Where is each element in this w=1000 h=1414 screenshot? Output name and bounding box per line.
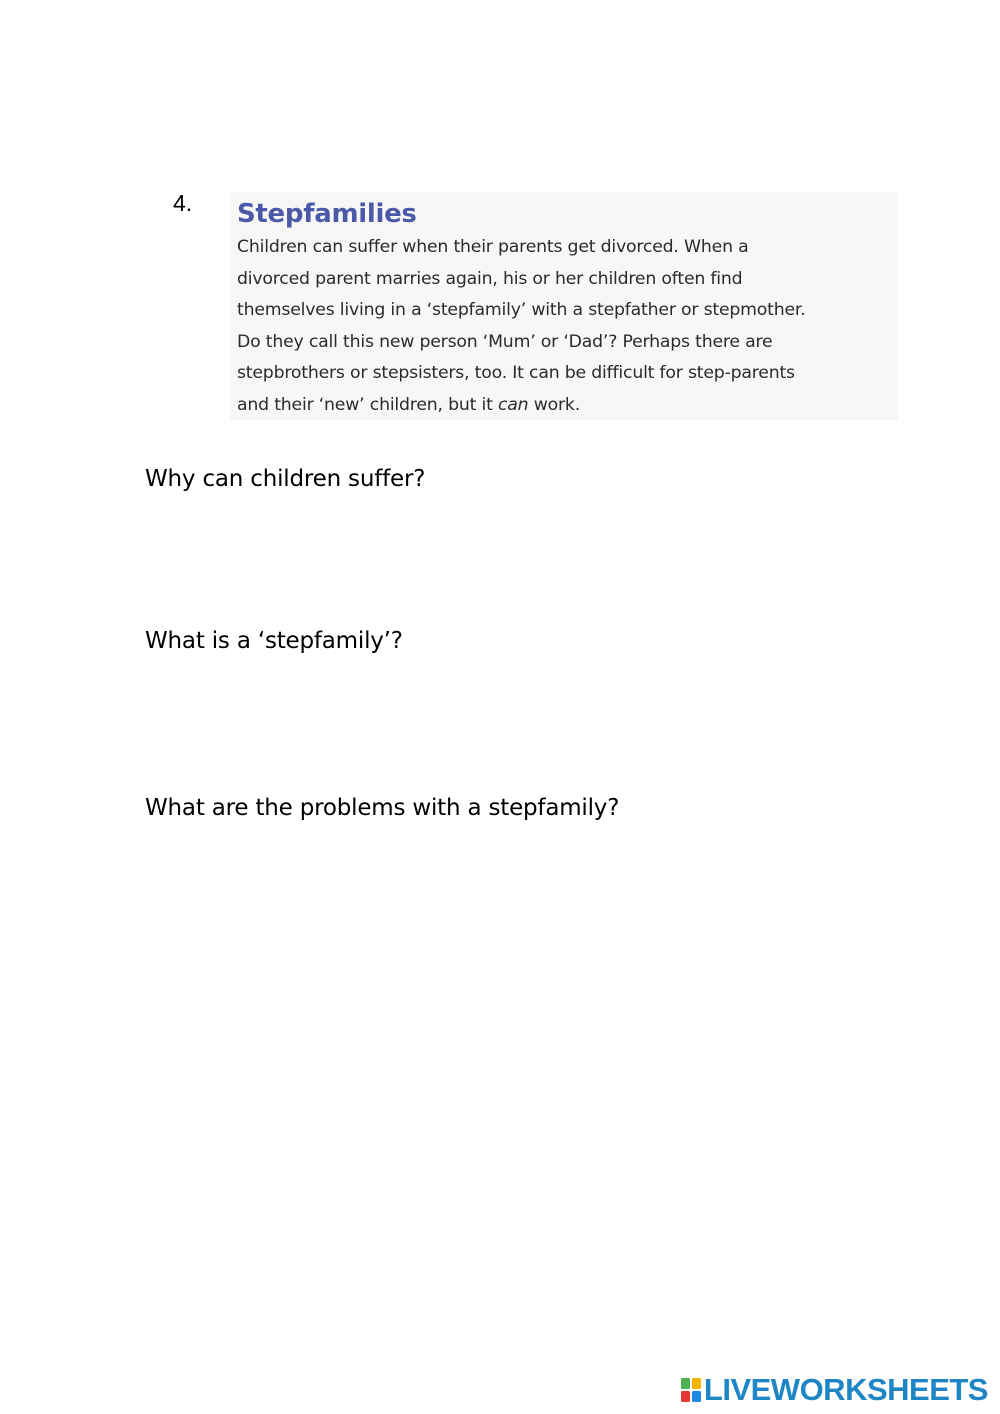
liveworksheets-logo-icon bbox=[681, 1378, 701, 1402]
answer-area-2[interactable] bbox=[145, 667, 855, 757]
excerpt-emphasis: can bbox=[497, 394, 529, 415]
answer-area-3[interactable] bbox=[145, 834, 855, 1134]
answer-area-1[interactable] bbox=[145, 505, 855, 595]
excerpt-line: divorced parent marries again, his or her children often find bbox=[237, 268, 743, 289]
excerpt-line bbox=[237, 390, 898, 422]
reading-excerpt bbox=[230, 192, 898, 420]
question-1: Why can children suffer? bbox=[145, 466, 426, 492]
question-3: What are the problems with a stepfamily? bbox=[145, 795, 620, 821]
question-2: What is a ‘stepfamily’? bbox=[145, 628, 403, 654]
excerpt-text: work. bbox=[528, 394, 581, 415]
brand-name: LIVEWORKSHEETS bbox=[703, 1372, 988, 1407]
excerpt-line: stepbrothers or stepsisters, too. It can be difficult for step-parents bbox=[237, 363, 795, 383]
excerpt-title: Stepfamilies bbox=[237, 199, 417, 229]
excerpt-line: themselves living in a ‘stepfamily’ with a stepfather or stepmother. bbox=[237, 300, 806, 320]
item-number: 4. bbox=[173, 190, 193, 216]
excerpt-text: and their ‘new’ children, but it bbox=[237, 394, 498, 415]
excerpt-line: Children can suffer when their parents get divorced. When a bbox=[237, 237, 749, 257]
excerpt-line: Do they call this new person ‘Mum’ or ‘Dad’? Perhaps there are bbox=[237, 331, 773, 352]
liveworksheets-brand bbox=[681, 1374, 988, 1406]
